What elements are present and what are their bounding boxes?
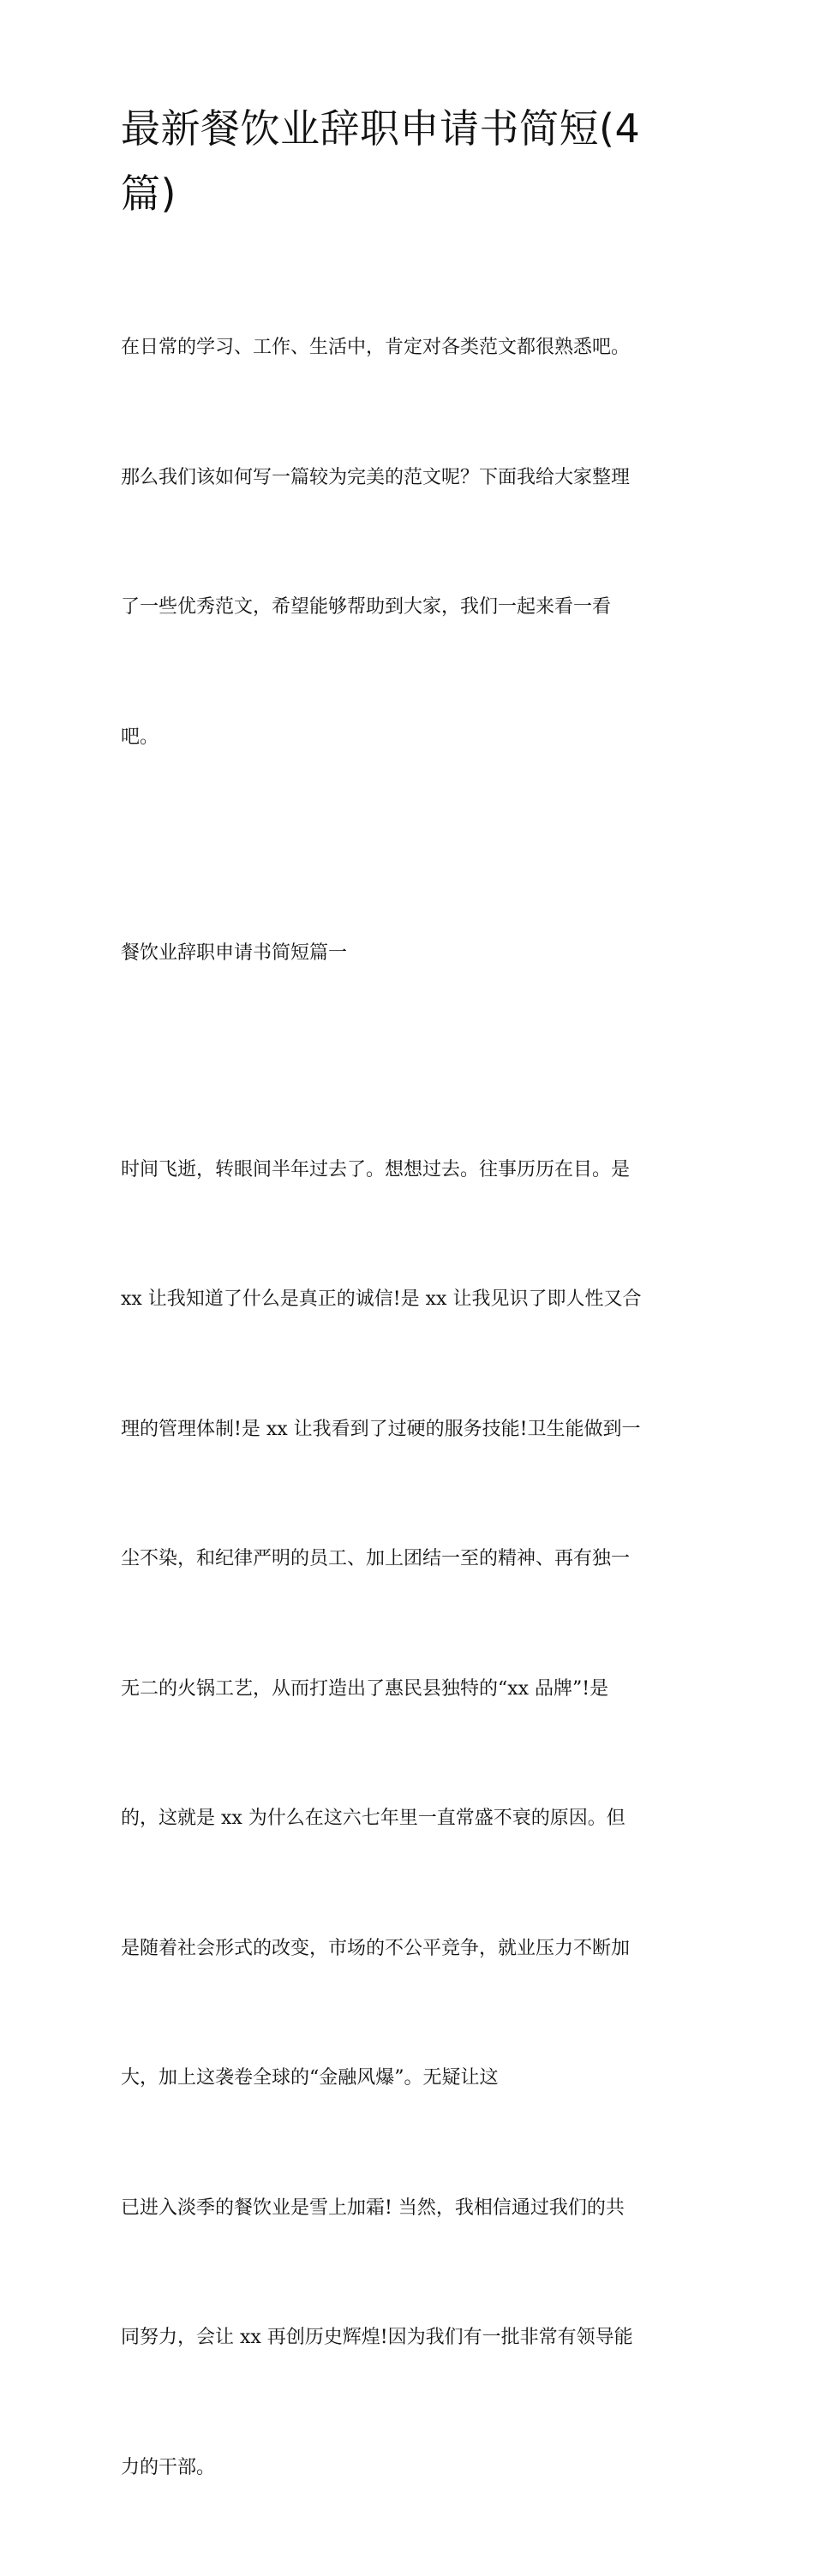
body-line: 力的干部。 bbox=[121, 2447, 703, 2490]
title-line: 篇) bbox=[121, 161, 703, 226]
body-line: 是随着社会形式的改变，市场的不公平竞争，就业压力不断加 bbox=[121, 1928, 703, 1971]
body-line: 时间飞逝，转眼间半年过去了。想想过去。往事历历在目。是 bbox=[121, 1149, 703, 1192]
body-paragraph bbox=[121, 1062, 703, 2576]
body-line: 理的管理体制!是 xx 让我看到了过硬的服务技能!卫生能做到一 bbox=[121, 1408, 703, 1452]
intro-line: 那么我们该如何写一篇较为完美的范文呢？下面我给大家整理 bbox=[121, 457, 703, 500]
intro-line: 在日常的学习、工作、生活中，肯定对各类范文都很熟悉吧。 bbox=[121, 326, 703, 370]
document-page bbox=[121, 96, 703, 2576]
section-heading: 餐饮业辞职申请书简短篇一 bbox=[121, 846, 703, 1062]
intro-paragraph bbox=[121, 240, 703, 846]
intro-line: 了一些优秀范文，希望能够帮助到大家，我们一起来看一看 bbox=[121, 586, 703, 630]
body-line: 无二的火锅工艺，从而打造出了惠民县独特的“xx 品牌”!是 bbox=[121, 1668, 703, 1712]
body-line: 的，这就是 xx 为什么在这六七年里一直常盛不衰的原因。但 bbox=[121, 1797, 703, 1841]
document-title bbox=[121, 96, 703, 226]
title-line: 最新餐饮业辞职申请书简短(4 bbox=[121, 96, 703, 161]
body-line: xx 让我知道了什么是真正的诚信!是 xx 让我见识了即人性又合 bbox=[121, 1278, 703, 1322]
body-line: 大，加上这袭卷全球的“金融风爆”。无疑让这 bbox=[121, 2057, 703, 2101]
intro-line: 吧。 bbox=[121, 716, 703, 760]
body-line: 同努力，会让 xx 再创历史辉煌!因为我们有一批非常有领导能 bbox=[121, 2316, 703, 2360]
body-line: 尘不染，和纪律严明的员工、加上团结一至的精神、再有独一 bbox=[121, 1538, 703, 1581]
body-line: 已进入淡季的餐饮业是雪上加霜! 当然，我相信通过我们的共 bbox=[121, 2187, 703, 2231]
